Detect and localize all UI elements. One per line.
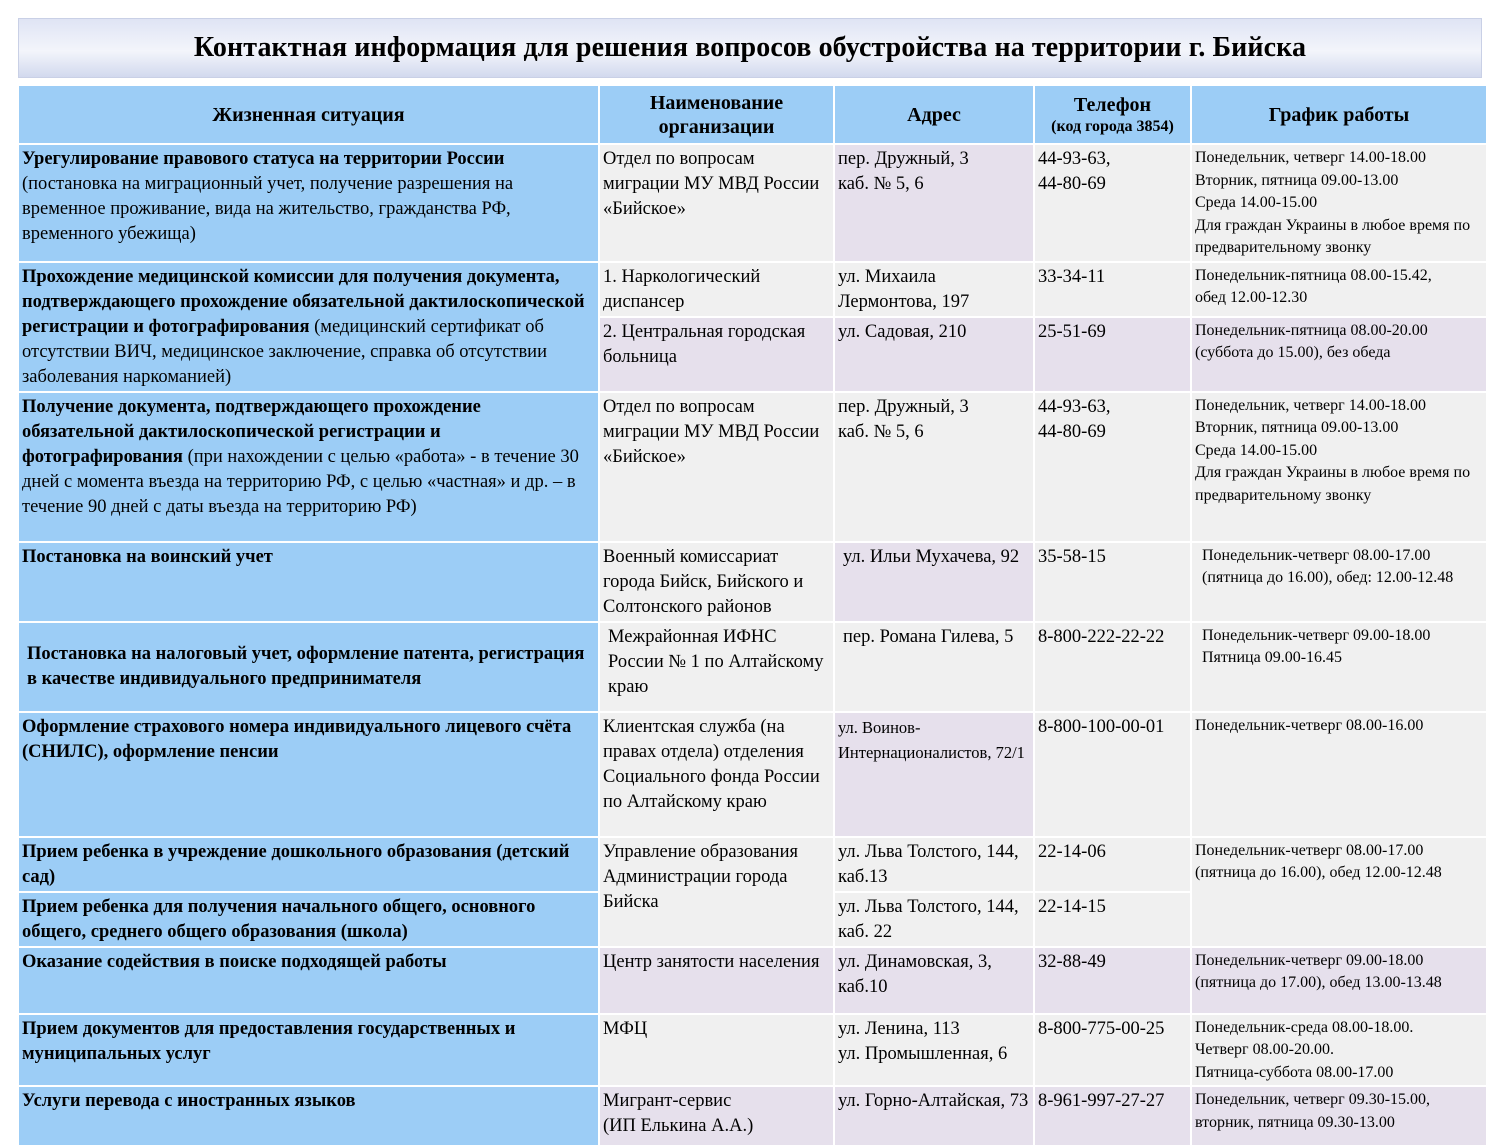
address-line: пер. Дружный, 3 [838,149,969,169]
phone-cell: 8-800-100-00-01 [1034,712,1191,837]
situation-cell [18,892,599,947]
header-phone [1034,85,1191,144]
organization-cell: Отдел по вопросам миграции МУ МВД России «Бийское» [599,392,834,542]
address-line: ул. Ленина, 113 [838,1018,960,1039]
situation-title: Оформление страхового номера индивидуального лицевого счёта (СНИЛС), оформление пенсии [22,716,572,762]
phone-number: 44-80-69 [1038,421,1106,442]
organization-cell: МФЦ [599,1014,834,1087]
situation-title: Урегулирование правового статуса на территории России [22,149,505,169]
phone-cell: 8-800-222-22-22 [1034,622,1191,712]
phone-number: 44-93-63, [1038,149,1111,169]
schedule-line: Четверг 08.00-20.00. [1195,1041,1334,1058]
schedule-line: Среда 14.00-15.00 [1195,441,1318,459]
phone-cell [1034,144,1191,262]
schedule-cell [1191,262,1487,317]
schedule-line: Понедельник-четверг 09.00-18.00 [1202,626,1431,644]
phone-cell: 33-34-11 [1034,262,1191,317]
address-cell: ул. Льва Толстого, 144, каб.13 [834,837,1034,892]
table-row [18,1086,1487,1146]
schedule-line: Для граждан Украины в любое время по предварительному звонку [1195,464,1471,504]
situation-title: Постановка на налоговый учет, оформление патента, регистрация в качестве индивидуального предпринимателя [27,644,585,689]
schedule-cell: Понедельник-четверг 08.00-17.00 (пятница до 16.00), обед 12.00-12.48 [1191,837,1487,947]
situation-title: Прием документов для предоставления государственных и муниципальных услуг [22,1018,516,1064]
schedule-cell [1191,1086,1487,1146]
header-phone-code: (код города 3854) [1051,118,1174,135]
phone-cell: 35-58-15 [1034,542,1191,622]
address-cell: ул. Ильи Мухачева, 92 [834,542,1034,622]
phone-cell: 22-14-15 [1034,892,1191,947]
situation-title: Оказание содействия в поиске подходящей работы [22,951,447,972]
title-banner [18,18,1482,78]
situation-title: Прием ребенка для получения начального общего, основного общего, среднего общего образования (школа) [22,896,536,942]
situation-details: (при нахождении с целью «работа» - в течение 30 дней с момента въезда на территорию РФ, с целью «частная» и др. – в течение 90 дней с даты въезда на территорию РФ) [22,446,579,517]
situation-title: Услуги перевода с иностранных языков [22,1091,356,1111]
situation-cell [18,1086,599,1146]
situation-cell [18,542,599,622]
table-row [18,542,1487,622]
address-line: пер. Дружный, 3 [838,396,969,417]
schedule-line: Понедельник-пятница 08.00-15.42, [1195,266,1432,284]
schedule-line: Понедельник-пятница 08.00-20.00 [1195,321,1428,339]
table-row [18,392,1487,542]
address-cell: ул. Садовая, 210 [834,317,1034,392]
table-row [18,262,1487,317]
situation-cell [18,392,599,542]
table-header-row [18,85,1487,144]
header-organization: Наименование организации [599,85,834,144]
address-cell: ул. Воинов-Интернационалистов, 72/1 [834,712,1034,837]
address-cell: ул. Льва Толстого, 144, каб. 22 [834,892,1034,947]
header-phone-label: Телефон [1073,94,1152,116]
address-cell [834,392,1034,542]
organization-cell: Межрайонная ИФНС России № 1 по Алтайскому краю [599,622,834,712]
schedule-line: Понедельник, четверг 09.30-15.00, [1195,1091,1431,1108]
address-line: ул. Промышленная, 6 [838,1043,1008,1064]
situation-cell [18,144,599,262]
situation-title: Получение документа, подтверждающего прохождение обязательной дактилоскопической регистрации и фотографирования [22,396,481,467]
schedule-line: (суббота до 15.00), без обеда [1195,344,1391,361]
situation-cell [18,712,599,837]
address-line: каб. № 5, 6 [838,174,924,194]
header-schedule: График работы [1191,85,1487,144]
situation-cell [18,1014,599,1087]
schedule-line: Среда 14.00-15.00 [1195,194,1318,211]
situation-title: Прохождение медицинской комиссии для получения документа, подтверждающего прохождение обязательной дактилоскопической регистрации и фотографирования [22,266,585,337]
schedule-line: Пятница-суббота 08.00-17.00 [1195,1063,1394,1081]
address-cell: ул. Динамовская, 3, каб.10 [834,947,1034,1014]
schedule-cell [1191,317,1487,392]
situation-details: (медицинский сертификат об отсутствии ВИЧ, медицинское заключение, справка об отсутствии заболевания наркоманией) [22,316,547,387]
situation-cell [18,837,599,892]
situation-cell [18,262,599,392]
organization-cell: 2. Центральная городская больница [599,317,834,392]
organization-cell: Управление образования Администрации города Бийска [599,837,834,947]
address-cell [834,144,1034,262]
address-cell: ул. Михаила Лермонтова, 197 [834,262,1034,317]
phone-number: 44-93-63, [1038,396,1111,417]
situation-title: Прием ребенка в учреждение дошкольного образования (детский сад) [22,841,570,887]
header-situation: Жизненная ситуация [18,85,599,144]
address-cell: ул. Горно-Алтайская, 73 [834,1086,1034,1146]
table-row [18,837,1487,892]
schedule-cell: Понедельник-четверг 08.00-17.00 (пятница до 16.00), обед: 12.00-12.48 [1191,542,1487,622]
schedule-cell [1191,144,1487,262]
phone-cell: 32-88-49 [1034,947,1191,1014]
organization-cell: Клиентская служба (на правах отдела) отделения Социального фонда России по Алтайскому краю [599,712,834,837]
phone-cell: 25-51-69 [1034,317,1191,392]
phone-cell: 8-800-775-00-25 [1034,1014,1191,1087]
phone-cell: 22-14-06 [1034,837,1191,892]
schedule-cell [1191,392,1487,542]
organization-line: Мигрант-сервис [603,1091,732,1111]
schedule-line: Для граждан Украины в любое время по предварительному звонку [1195,216,1471,256]
organization-cell: 1. Наркологический диспансер [599,262,834,317]
schedule-cell [1191,1014,1487,1087]
contact-table [17,84,1488,1147]
schedule-cell: Понедельник-четверг 08.00-16.00 [1191,712,1487,837]
schedule-cell [1191,622,1487,712]
phone-cell [1034,392,1191,542]
organization-cell [599,1086,834,1146]
situation-cell [18,622,599,712]
schedule-line: Понедельник-среда 08.00-18.00. [1195,1018,1414,1036]
page-title: Контактная информация для решения вопросов обустройства на территории г. Бийска [193,32,1307,63]
schedule-line: Вторник, пятница 09.00-13.00 [1195,171,1399,189]
situation-title: Постановка на воинский учет [22,546,273,567]
table-row [18,622,1487,712]
schedule-line: Пятница 09.00-16.45 [1202,649,1343,666]
phone-cell: 8-961-997-27-27 [1034,1086,1191,1146]
organization-line: (ИП Елькина А.А.) [603,1116,754,1136]
schedule-line: Понедельник, четверг 14.00-18.00 [1195,149,1427,166]
address-cell: пер. Романа Гилева, 5 [834,622,1034,712]
schedule-cell: Понедельник-четверг 09.00-18.00 (пятница до 17.00), обед 13.00-13.48 [1191,947,1487,1014]
header-address: Адрес [834,85,1034,144]
situation-details: (постановка на миграционный учет, получение разрешения на временное проживание, вида на жительство, гражданства РФ, временного убежища) [22,174,514,244]
table-row [18,144,1487,262]
schedule-line: Понедельник, четверг 14.00-18.00 [1195,396,1427,414]
organization-cell: Центр занятости населения [599,947,834,1014]
schedule-line: вторник, пятница 09.30-13.00 [1195,1113,1395,1131]
situation-cell [18,947,599,1014]
address-line: каб. № 5, 6 [838,421,924,442]
table-row [18,947,1487,1014]
schedule-line: обед 12.00-12.30 [1195,289,1308,306]
table-row [18,712,1487,837]
table-row [18,1014,1487,1087]
schedule-line: Вторник, пятница 09.00-13.00 [1195,419,1399,436]
address-cell [834,1014,1034,1087]
organization-cell: Отдел по вопросам миграции МУ МВД России «Бийское» [599,144,834,262]
organization-cell: Военный комиссариат города Бийск, Бийского и Солтонского районов [599,542,834,622]
phone-number: 44-80-69 [1038,174,1106,194]
